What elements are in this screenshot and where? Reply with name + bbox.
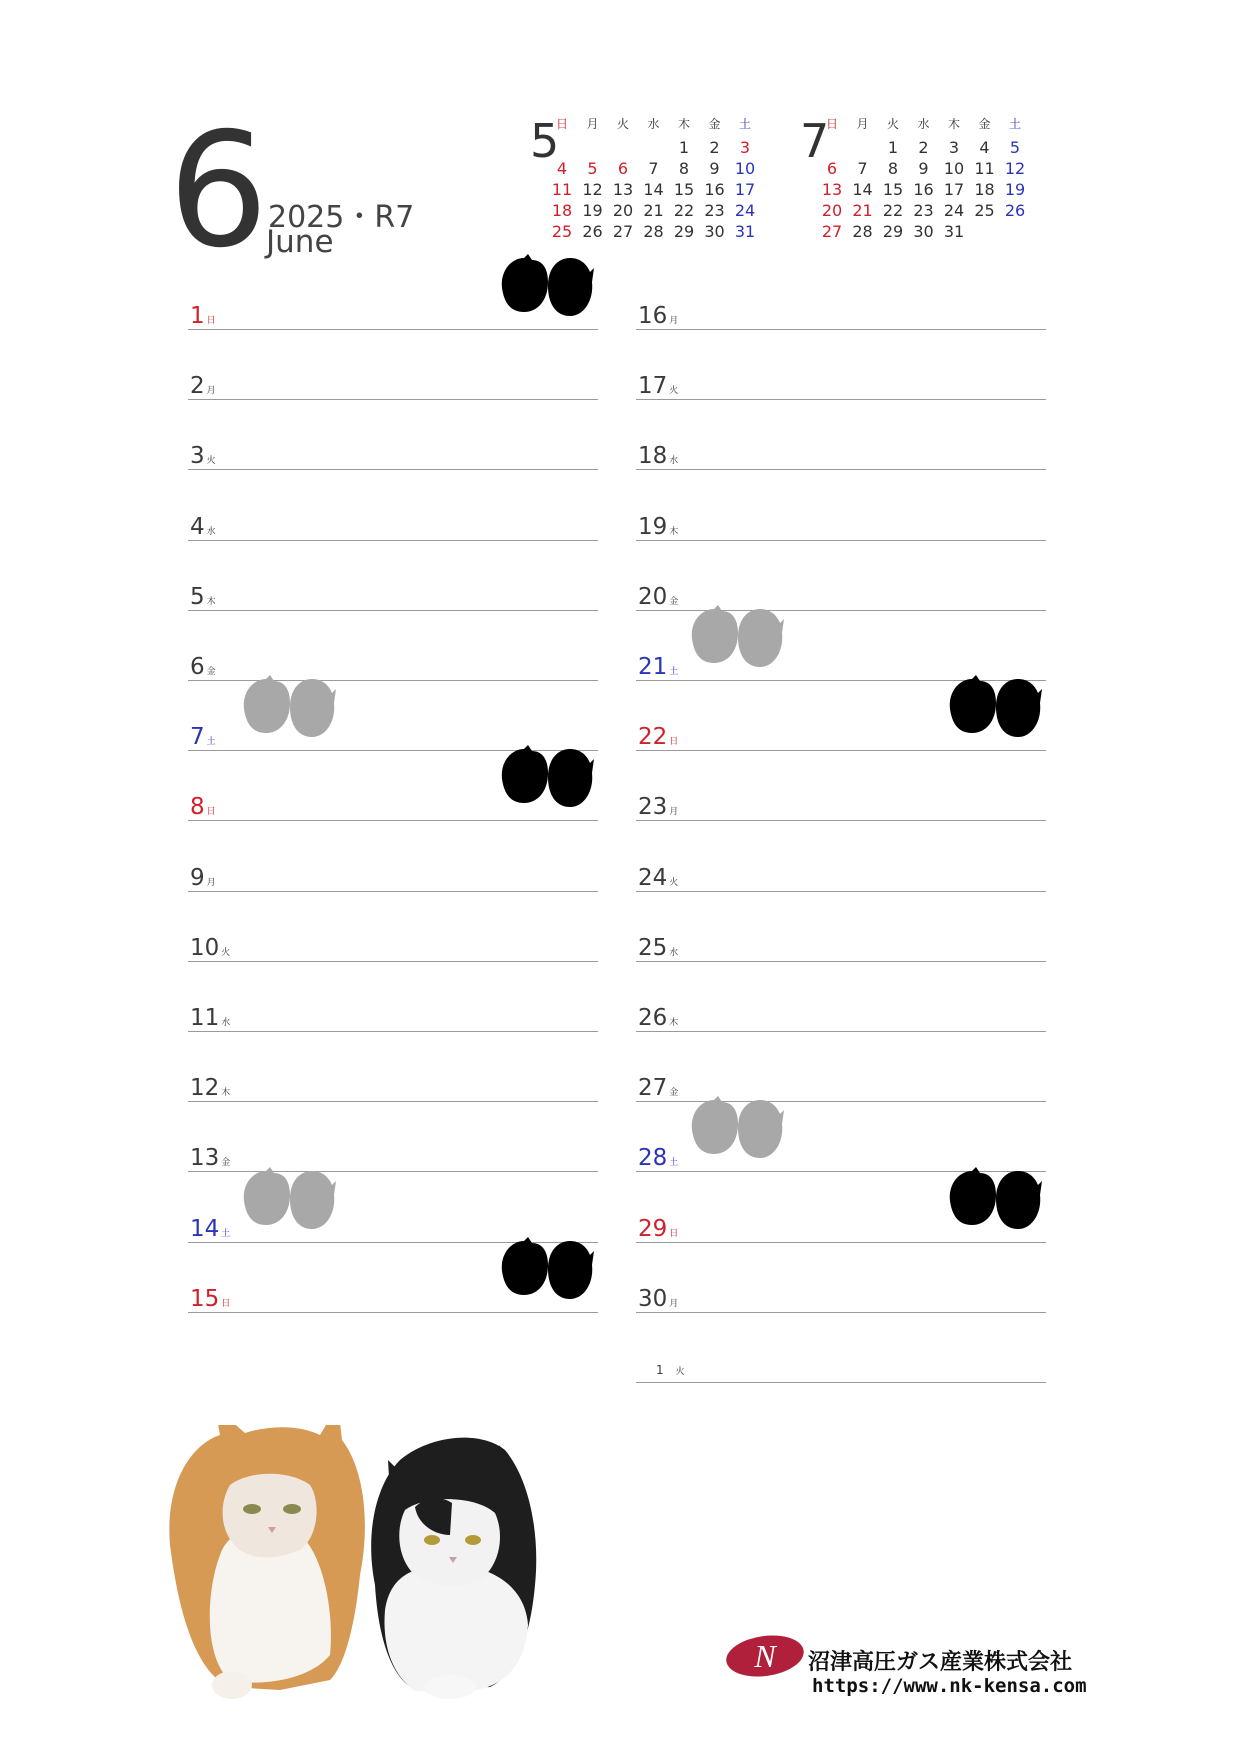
day-weekday: 水 bbox=[221, 1018, 231, 1028]
day-number bbox=[190, 1147, 230, 1170]
day-row[interactable] bbox=[188, 1032, 598, 1102]
mini-calendar-weekday: 木 bbox=[947, 117, 960, 131]
mini-calendar-day: 15 bbox=[882, 180, 904, 199]
year-era: 2025・R7 bbox=[268, 200, 415, 235]
month-name: June bbox=[266, 224, 334, 260]
day-date: 7 bbox=[190, 724, 205, 751]
day-row[interactable] bbox=[636, 751, 1046, 821]
day-number bbox=[638, 656, 678, 679]
day-date: 20 bbox=[638, 583, 668, 610]
day-date: 30 bbox=[638, 1285, 668, 1312]
mini-calendar-day: 16 bbox=[913, 180, 934, 199]
day-date: 6 bbox=[190, 654, 205, 680]
black-cat-silhouettes-icon bbox=[498, 1237, 594, 1301]
day-number bbox=[190, 796, 216, 819]
day-date: 21 bbox=[638, 654, 668, 680]
mini-calendar-day: 20 bbox=[612, 201, 634, 220]
mini-calendar-day: 24 bbox=[943, 201, 965, 220]
mini-calendar-weekday: 土 bbox=[1008, 117, 1021, 131]
day-row[interactable] bbox=[636, 541, 1046, 611]
mini-calendar-month: 5 bbox=[530, 114, 560, 168]
mini-calendar-day: 9 bbox=[918, 159, 929, 178]
day-weekday: 土 bbox=[221, 1228, 231, 1239]
mini-calendar-day: 7 bbox=[857, 159, 868, 178]
day-date: 22 bbox=[638, 724, 668, 751]
mini-calendar-weekday: 金 bbox=[708, 117, 721, 131]
day-date: 24 bbox=[638, 864, 668, 891]
mini-calendar-day: 5 bbox=[587, 159, 598, 178]
day-weekday: 火 bbox=[675, 1367, 685, 1377]
mini-calendar-day: 8 bbox=[678, 159, 690, 178]
company-logo-icon bbox=[725, 1633, 805, 1679]
gray-cat-silhouettes-icon bbox=[240, 1167, 336, 1231]
mini-calendar-weekday: 月 bbox=[856, 117, 869, 131]
day-weekday: 日 bbox=[669, 737, 679, 748]
day-number bbox=[638, 513, 679, 540]
day-number bbox=[190, 1007, 230, 1030]
day-weekday: 日 bbox=[221, 1298, 231, 1309]
day-date: 3 bbox=[190, 443, 205, 470]
mini-calendar-day: 31 bbox=[734, 222, 756, 241]
day-weekday: 水 bbox=[206, 526, 216, 537]
mini-calendar-day: 20 bbox=[821, 201, 843, 220]
day-date: 10 bbox=[190, 934, 220, 961]
mini-calendar-day: 26 bbox=[1004, 201, 1026, 220]
day-number bbox=[190, 583, 216, 610]
day-row[interactable] bbox=[188, 962, 598, 1032]
mini-calendar-day: 22 bbox=[882, 201, 904, 220]
day-number bbox=[190, 305, 216, 328]
day-row[interactable] bbox=[636, 400, 1046, 470]
day-date: 29 bbox=[638, 1215, 668, 1242]
mini-calendar-day: 24 bbox=[734, 201, 756, 220]
day-row[interactable] bbox=[636, 1032, 1046, 1102]
day-number bbox=[638, 1147, 678, 1170]
mini-calendar-day: 10 bbox=[734, 159, 756, 178]
day-weekday: 金 bbox=[206, 667, 216, 677]
mini-calendar-weekday: 木 bbox=[677, 117, 690, 131]
day-date: 1 bbox=[656, 1363, 664, 1377]
day-number bbox=[190, 1215, 231, 1242]
day-weekday: 日 bbox=[669, 1228, 679, 1239]
mini-calendar-day: 14 bbox=[643, 180, 664, 199]
mini-calendar-day: 21 bbox=[852, 201, 873, 220]
day-number bbox=[638, 1077, 678, 1100]
day-row[interactable] bbox=[188, 892, 598, 962]
day-date: 25 bbox=[638, 934, 668, 961]
mini-calendar-day: 27 bbox=[612, 222, 634, 241]
day-weekday: 金 bbox=[669, 596, 679, 607]
day-date: 9 bbox=[190, 864, 205, 891]
day-row[interactable] bbox=[636, 260, 1046, 330]
gray-cat-silhouettes-icon bbox=[688, 605, 784, 669]
day-number bbox=[638, 305, 678, 328]
day-row[interactable] bbox=[636, 1243, 1046, 1313]
day-date: 15 bbox=[190, 1285, 220, 1312]
gray-cat-silhouettes-icon bbox=[688, 1096, 784, 1160]
day-date: 17 bbox=[638, 373, 668, 400]
mini-calendar-weekday: 水 bbox=[917, 117, 930, 131]
mini-calendar-day: 17 bbox=[943, 180, 965, 199]
day-weekday: 月 bbox=[669, 1298, 679, 1309]
day-row[interactable] bbox=[188, 1102, 598, 1172]
mini-calendar-day: 27 bbox=[821, 222, 843, 241]
day-number bbox=[190, 375, 216, 398]
mini-calendar-day: 10 bbox=[943, 159, 965, 178]
mini-calendar-weekday: 火 bbox=[616, 117, 629, 131]
mini-calendar-day: 1 bbox=[887, 138, 899, 157]
mini-calendar-day: 22 bbox=[673, 201, 695, 220]
day-number bbox=[638, 864, 679, 891]
mini-calendar-month: 7 bbox=[800, 114, 830, 168]
day-row[interactable] bbox=[188, 611, 598, 681]
mini-calendar-day: 13 bbox=[821, 180, 843, 199]
day-row[interactable] bbox=[188, 541, 598, 611]
day-number bbox=[656, 1364, 685, 1377]
day-weekday: 火 bbox=[669, 877, 679, 888]
day-weekday: 木 bbox=[206, 596, 216, 607]
month-number: 6 bbox=[168, 99, 265, 283]
day-number bbox=[190, 934, 231, 961]
mini-calendar-day: 23 bbox=[913, 201, 934, 220]
mini-calendar-day: 25 bbox=[551, 222, 573, 241]
day-number bbox=[638, 726, 678, 749]
day-row[interactable] bbox=[636, 822, 1046, 892]
mini-calendar-weekday: 水 bbox=[647, 117, 660, 131]
mini-calendar-day: 12 bbox=[582, 180, 603, 199]
mini-calendar-day: 13 bbox=[612, 180, 634, 199]
day-weekday: 月 bbox=[669, 807, 679, 818]
mini-calendar-day: 19 bbox=[582, 201, 603, 220]
day-weekday: 水 bbox=[669, 947, 679, 958]
day-row[interactable] bbox=[188, 471, 598, 541]
mini-calendar-day: 28 bbox=[643, 222, 664, 241]
mini-calendar-day: 23 bbox=[704, 201, 725, 220]
day-weekday: 土 bbox=[669, 667, 679, 677]
mini-calendar-day: 7 bbox=[648, 159, 659, 178]
mini-calendar-day: 4 bbox=[979, 138, 990, 157]
mini-calendar-day: 19 bbox=[1004, 180, 1026, 199]
logo-letter: N bbox=[754, 1638, 776, 1674]
company-url[interactable]: https://www.nk-kensa.com bbox=[812, 1675, 1087, 1697]
mini-calendar-day: 30 bbox=[913, 222, 934, 241]
mini-calendar-day: 11 bbox=[974, 159, 995, 178]
day-date: 2 bbox=[190, 373, 205, 400]
day-date: 12 bbox=[190, 1075, 220, 1102]
day-weekday: 火 bbox=[206, 456, 216, 467]
mini-calendar-weekday: 月 bbox=[586, 117, 599, 131]
day-weekday: 土 bbox=[669, 1158, 679, 1169]
mini-calendar-day: 25 bbox=[974, 201, 995, 220]
day-date: 5 bbox=[190, 583, 205, 610]
day-weekday: 日 bbox=[206, 807, 216, 818]
day-weekday: 土 bbox=[206, 737, 216, 748]
day-number bbox=[638, 1007, 678, 1030]
mini-calendar-day: 17 bbox=[734, 180, 756, 199]
company-logo bbox=[725, 1633, 805, 1683]
day-weekday: 日 bbox=[206, 316, 216, 326]
day-date: 11 bbox=[190, 1005, 220, 1031]
day-date: 23 bbox=[638, 794, 668, 821]
day-weekday: 金 bbox=[669, 1088, 679, 1099]
day-date: 18 bbox=[638, 443, 668, 470]
black-cat-silhouettes-icon bbox=[498, 745, 594, 809]
mini-calendar-day: 16 bbox=[704, 180, 725, 199]
black-cat-silhouettes-icon bbox=[946, 675, 1042, 739]
black-cat-silhouettes-icon bbox=[946, 1167, 1042, 1231]
day-weekday: 金 bbox=[221, 1158, 231, 1169]
mini-calendar-day: 29 bbox=[882, 222, 904, 241]
mini-calendar-day: 11 bbox=[551, 180, 573, 199]
day-number bbox=[190, 1077, 230, 1100]
gray-cat-silhouettes-icon bbox=[240, 675, 336, 739]
day-date: 27 bbox=[638, 1075, 668, 1102]
day-weekday: 月 bbox=[669, 316, 679, 326]
day-weekday: 木 bbox=[221, 1088, 231, 1099]
mini-calendar-weekday: 火 bbox=[886, 117, 899, 131]
day-number bbox=[190, 726, 216, 749]
day-number bbox=[190, 1285, 231, 1312]
day-row[interactable] bbox=[188, 330, 598, 400]
mini-calendar-weekday: 日 bbox=[555, 117, 568, 131]
mini-calendar-day: 15 bbox=[673, 180, 695, 199]
day-row[interactable] bbox=[636, 471, 1046, 541]
day-row[interactable] bbox=[188, 400, 598, 470]
day-row[interactable] bbox=[188, 822, 598, 892]
day-number bbox=[190, 445, 216, 468]
mini-calendar-day: 3 bbox=[948, 138, 960, 157]
mini-calendar-day: 8 bbox=[887, 159, 899, 178]
day-row-next-month[interactable] bbox=[636, 1313, 1046, 1383]
day-date: 28 bbox=[638, 1145, 668, 1172]
day-date: 8 bbox=[190, 794, 205, 821]
mini-calendar-weekday: 金 bbox=[978, 117, 991, 131]
day-row[interactable] bbox=[636, 892, 1046, 962]
mini-calendar-day: 18 bbox=[551, 201, 573, 220]
mini-calendar-day: 14 bbox=[852, 180, 873, 199]
mini-calendar-day: 28 bbox=[852, 222, 873, 241]
day-date: 19 bbox=[638, 513, 668, 540]
day-number bbox=[638, 1215, 679, 1242]
day-date: 13 bbox=[190, 1145, 220, 1172]
day-number bbox=[638, 796, 678, 819]
day-weekday: 火 bbox=[669, 386, 679, 397]
day-weekday: 水 bbox=[669, 456, 679, 467]
mini-calendar-day: 18 bbox=[974, 180, 995, 199]
day-row[interactable] bbox=[636, 962, 1046, 1032]
day-weekday: 木 bbox=[669, 1018, 679, 1028]
mini-calendar-weekday: 日 bbox=[825, 117, 838, 131]
mini-calendar-day: 2 bbox=[709, 138, 720, 157]
day-number bbox=[190, 513, 216, 540]
day-weekday: 木 bbox=[669, 526, 679, 537]
day-number bbox=[190, 864, 216, 891]
day-number bbox=[190, 656, 216, 679]
mini-calendar-day: 31 bbox=[943, 222, 965, 241]
black-cat-silhouettes-icon bbox=[498, 254, 594, 318]
day-number bbox=[638, 375, 678, 398]
mini-calendar-day: 5 bbox=[1009, 138, 1021, 157]
mini-calendar-day: 2 bbox=[918, 138, 929, 157]
day-weekday: 月 bbox=[206, 386, 216, 397]
mini-calendar-day: 6 bbox=[826, 159, 838, 178]
mini-calendar-day: 4 bbox=[556, 159, 568, 178]
day-date: 1 bbox=[190, 303, 205, 329]
mini-calendar-day: 1 bbox=[678, 138, 690, 157]
day-row[interactable] bbox=[636, 330, 1046, 400]
mini-calendar-day: 6 bbox=[617, 159, 629, 178]
mini-calendar-day: 29 bbox=[673, 222, 695, 241]
mini-calendar-day: 9 bbox=[709, 159, 720, 178]
day-number bbox=[638, 445, 678, 468]
day-date: 14 bbox=[190, 1215, 220, 1242]
day-date: 4 bbox=[190, 513, 205, 540]
mini-calendar-weekday: 土 bbox=[738, 117, 751, 131]
cats-photo bbox=[160, 1425, 600, 1705]
day-rule bbox=[636, 1382, 1046, 1383]
day-rule bbox=[188, 1312, 598, 1313]
mini-calendar-day: 30 bbox=[704, 222, 725, 241]
day-weekday: 火 bbox=[221, 947, 231, 958]
mini-calendar-day: 12 bbox=[1004, 159, 1026, 178]
company-name: 沼津高圧ガス産業株式会社 bbox=[808, 1650, 1073, 1675]
day-date: 26 bbox=[638, 1005, 668, 1031]
day-number bbox=[638, 1285, 679, 1312]
two-cats-illustration bbox=[160, 1425, 600, 1705]
day-number bbox=[638, 583, 679, 610]
day-date: 16 bbox=[638, 303, 668, 329]
mini-calendar-day: 3 bbox=[739, 138, 751, 157]
mini-calendar-day: 21 bbox=[643, 201, 664, 220]
mini-calendar-day: 26 bbox=[582, 222, 603, 241]
day-number bbox=[638, 934, 679, 961]
day-weekday: 月 bbox=[206, 877, 216, 888]
